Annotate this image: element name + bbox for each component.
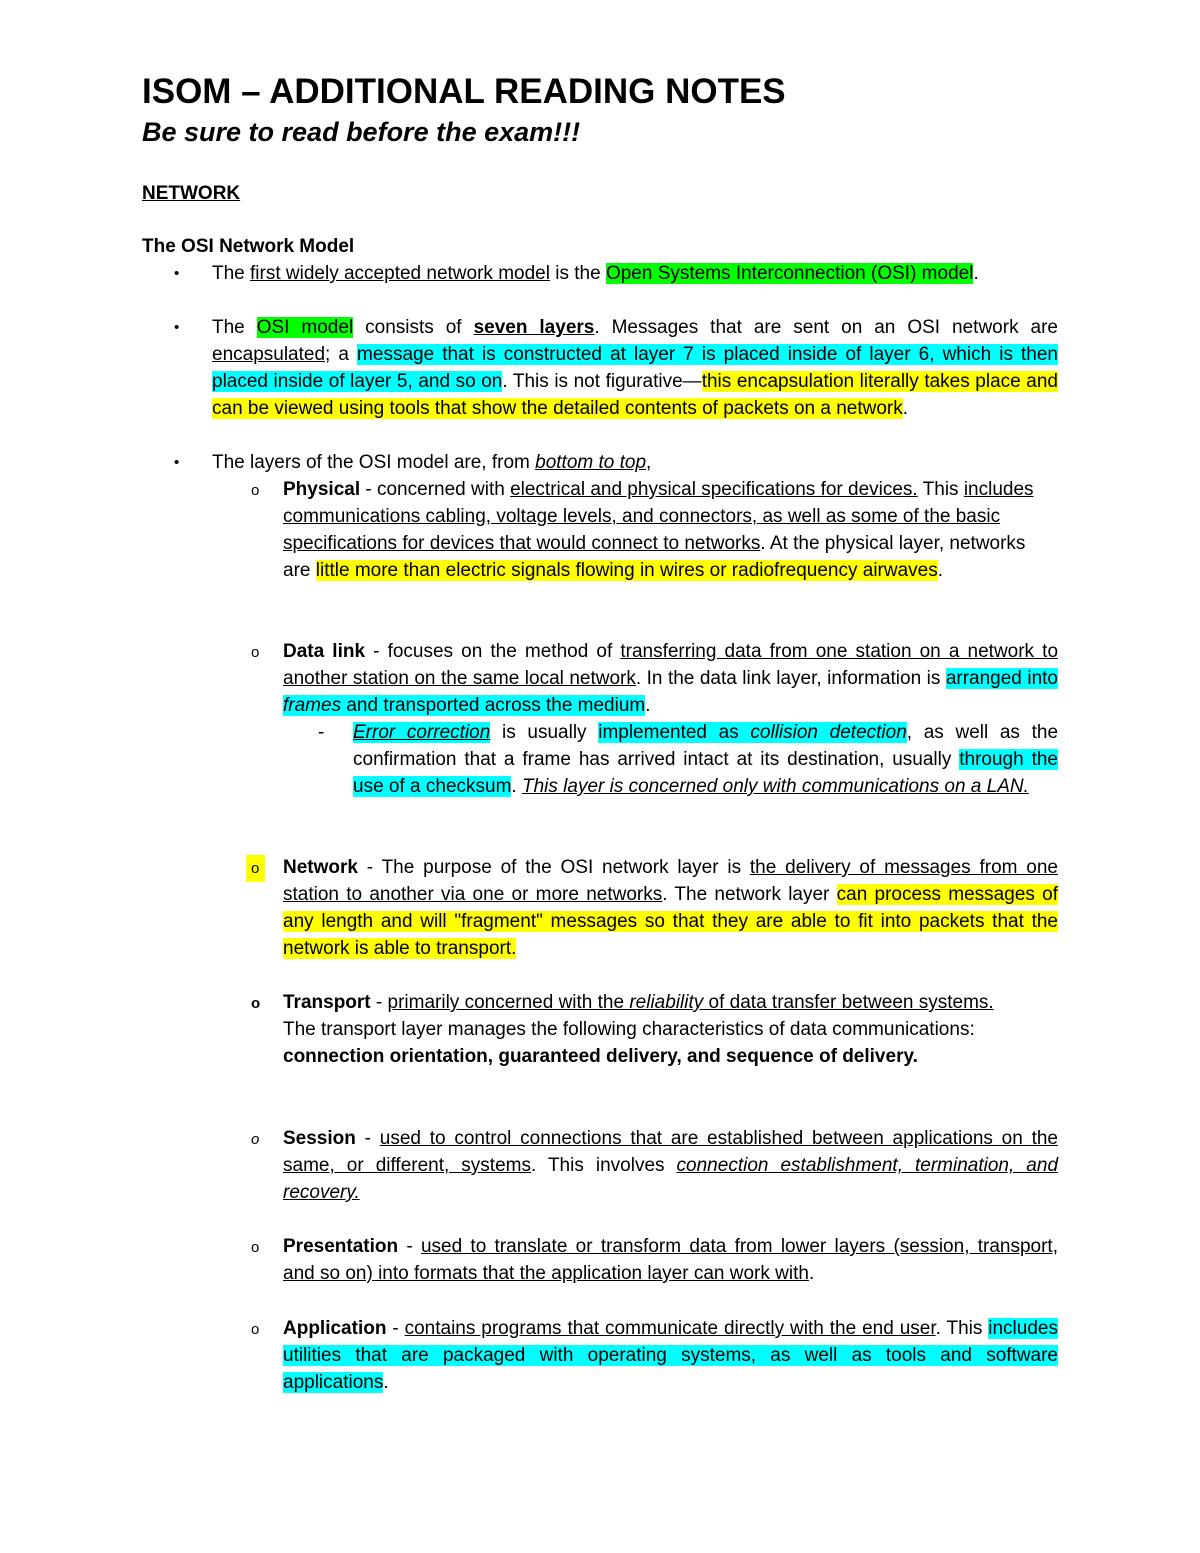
- layer-physical: Physical - concerned with electrical and physical specifications for devices. This includes communications cabling, voltage levels, and connectors, as well as some of the basic specifications for devices that would connect to networks. At the physical layer, networks are little more than electric signals flowing in wires or radiofrequency airwaves.: [283, 479, 1034, 581]
- sub-bullet-icon: o: [251, 644, 260, 661]
- document-subtitle: Be sure to read before the exam!!!: [142, 117, 581, 147]
- dash-icon: -: [318, 722, 325, 743]
- sub-bullet-icon: o: [251, 1239, 260, 1256]
- bullet-icon: •: [174, 265, 180, 282]
- sub-bullet-icon: o: [251, 1321, 260, 1338]
- bullet-icon: •: [174, 454, 180, 471]
- sub-bullet-icon: o: [251, 995, 261, 1012]
- bullet-icon: •: [174, 319, 180, 336]
- document-title: ISOM – ADDITIONAL READING NOTES: [142, 72, 786, 111]
- bullet-3-text: The layers of the OSI model are, from bottom to top,: [212, 452, 652, 473]
- sub-bullet-icon: o: [251, 482, 260, 499]
- subheading: The OSI Network Model: [142, 236, 355, 257]
- sub-bullet-icon: o: [246, 855, 265, 882]
- bullet-2-text: The OSI model consists of seven layers. Messages that are sent on an OSI network are encapsulated; a message that is constructed at layer 7 is placed inside of layer 6, which is then placed inside of layer 5, and so on. This is not figurative—this encapsulation literally takes place and can be viewed using tools that show the detailed contents of packets on a network.: [212, 317, 1059, 419]
- layer-transport: Transport - primarily concerned with the reliability of data transfer between systems. The transport layer manages the following characteristics of data communications: connection orientation, guaranteed delivery, and sequence of delivery.: [283, 992, 994, 1067]
- layer-session: Session - used to control connections that are established between applications on the same, or different, systems. This involves connection establishment, termination, and recovery.: [283, 1128, 1059, 1203]
- sub-bullet-icon: o: [251, 1131, 260, 1148]
- layer-network: Network - The purpose of the OSI network layer is the delivery of messages from one station to another via one or more networks. The network layer can process messages of any length and will "fragment" messages so that they are able to fit into packets that the network is able to transport.: [283, 857, 1058, 959]
- layer-presentation: Presentation - used to translate or transform data from lower layers (session, transport, and so on) into formats that the application layer can work with.: [283, 1236, 1058, 1284]
- layer-application: Application - contains programs that communicate directly with the end user. This includes utilities that are packaged with operating systems, as well as tools and software applications.: [283, 1318, 1058, 1393]
- layer-data-link: Data link - focuses on the method of transferring data from one station on a network to another station on the same local network. In the data link layer, information is arranged into frames and transported across the medium.: [283, 641, 1059, 716]
- data-link-detail: Error correction is usually implemented as collision detection, as well as the confirmation that a frame has arrived intact at its destination, usually through the use of a checksum. This layer is concerned only with communications on a LAN.: [353, 722, 1059, 797]
- section-heading: NETWORK: [142, 183, 241, 204]
- bullet-1-text: The first widely accepted network model is the Open Systems Interconnection (OSI) model.: [212, 263, 979, 284]
